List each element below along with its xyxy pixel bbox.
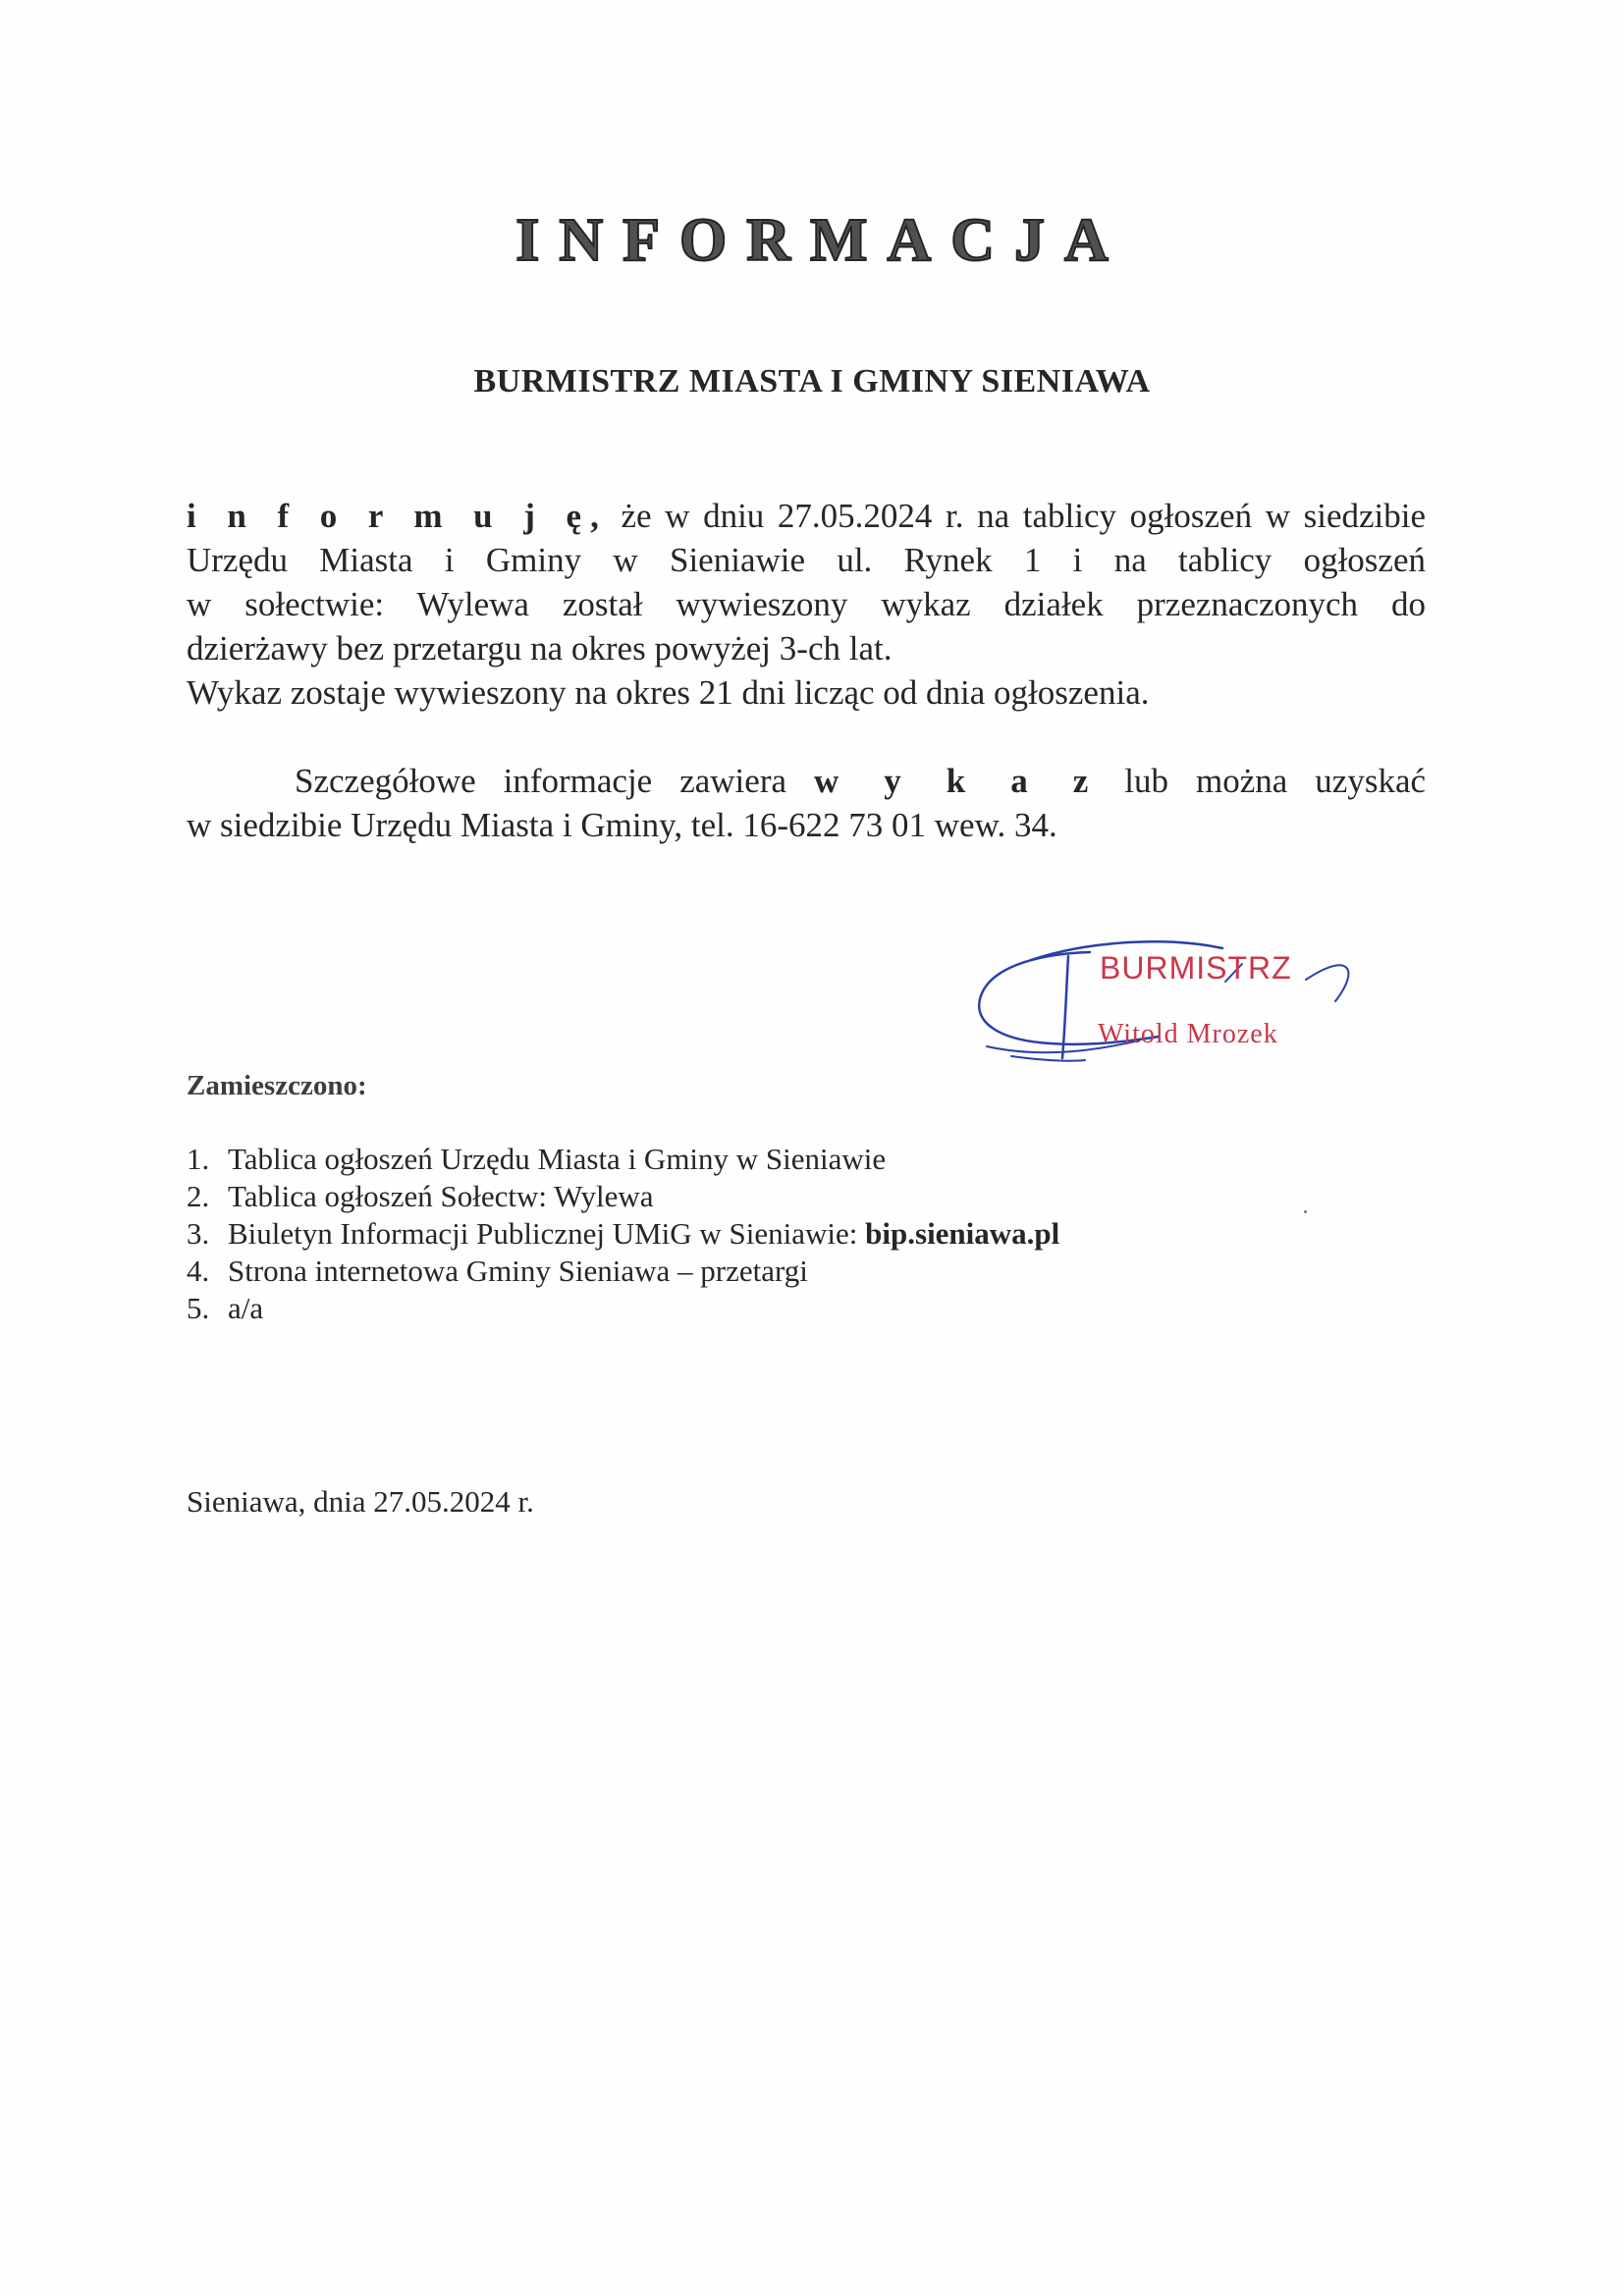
main-paragraph-line-4: dzierżawy bez przetargu na okres powyżej 3-ch lat. — [187, 629, 893, 667]
details-paragraph-line-1 — [187, 759, 1426, 803]
main-paragraph-line-5: Wykaz zostaje wywieszony na okres 21 dni licząc od dnia ogłoszenia. — [187, 673, 1150, 712]
list-item-number: 1. — [187, 1142, 210, 1176]
scan-speck — [1304, 1210, 1307, 1213]
main-paragraph — [187, 494, 1426, 715]
list-item — [187, 1253, 1059, 1290]
stamp-title: BURMISTRZ — [1100, 950, 1292, 986]
list-item — [187, 1178, 1059, 1215]
main-paragraph-line-1-text: że w dniu 27.05.2024 r. na tablicy ogłoszeń w siedzibie — [621, 497, 1427, 535]
placement-label: Zamieszczono: — [187, 1070, 367, 1101]
list-item-text: Strona internetowa Gminy Sieniawa – przetargi — [228, 1254, 808, 1288]
placement-list — [187, 1141, 1059, 1327]
list-item-text: Biuletyn Informacji Publicznej UMiG w Sieniawie: — [228, 1216, 866, 1251]
list-item-text: Tablica ogłoszeń Sołectw: Wylewa — [228, 1179, 654, 1213]
main-paragraph-line-2: Urzędu Miasta i Gminy w Sieniawie ul. Rynek 1 i na tablicy ogłoszeń — [187, 541, 1426, 579]
list-item — [187, 1215, 1059, 1253]
informs-lead-word: i n f o r m u j ę, — [187, 497, 608, 535]
place-and-date: Sieniawa, dnia 27.05.2024 r. — [187, 1484, 534, 1519]
stamp-name: Witold Mrozek — [1098, 1019, 1278, 1049]
details-before-text: Szczegółowe informacje zawiera — [295, 762, 787, 800]
list-item-text: Tablica ogłoszeń Urzędu Miasta i Gminy w Sieniawie — [228, 1142, 887, 1176]
main-paragraph-line-1 — [187, 494, 1426, 538]
list-item-number: 3. — [187, 1216, 210, 1251]
list-item-number: 2. — [187, 1179, 210, 1213]
list-item-number: 5. — [187, 1291, 210, 1325]
bip-link-text: bip.sieniawa.pl — [865, 1216, 1060, 1251]
wykaz-emphasis: w y k a z — [814, 762, 1098, 800]
details-after-text: lub można uzyskać — [1124, 762, 1427, 800]
document-title-text: INFORMACJA — [515, 207, 1128, 274]
list-item — [187, 1290, 1059, 1327]
main-paragraph-line-3: w sołectwie: Wylewa został wywieszony wykaz działek przeznaczonych do — [187, 585, 1426, 623]
issuer-heading: BURMISTRZ MIASTA I GMINY SIENIAWA — [473, 363, 1151, 400]
list-item-text: a/a — [228, 1291, 264, 1325]
details-paragraph — [187, 759, 1426, 847]
details-paragraph-line-2: w siedzibie Urzędu Miasta i Gminy, tel. 16-622 73 01 wew. 34. — [187, 806, 1057, 844]
document-title — [0, 206, 1624, 276]
list-item — [187, 1141, 1059, 1178]
list-item-number: 4. — [187, 1254, 210, 1288]
mayor-stamp — [972, 931, 1384, 1078]
